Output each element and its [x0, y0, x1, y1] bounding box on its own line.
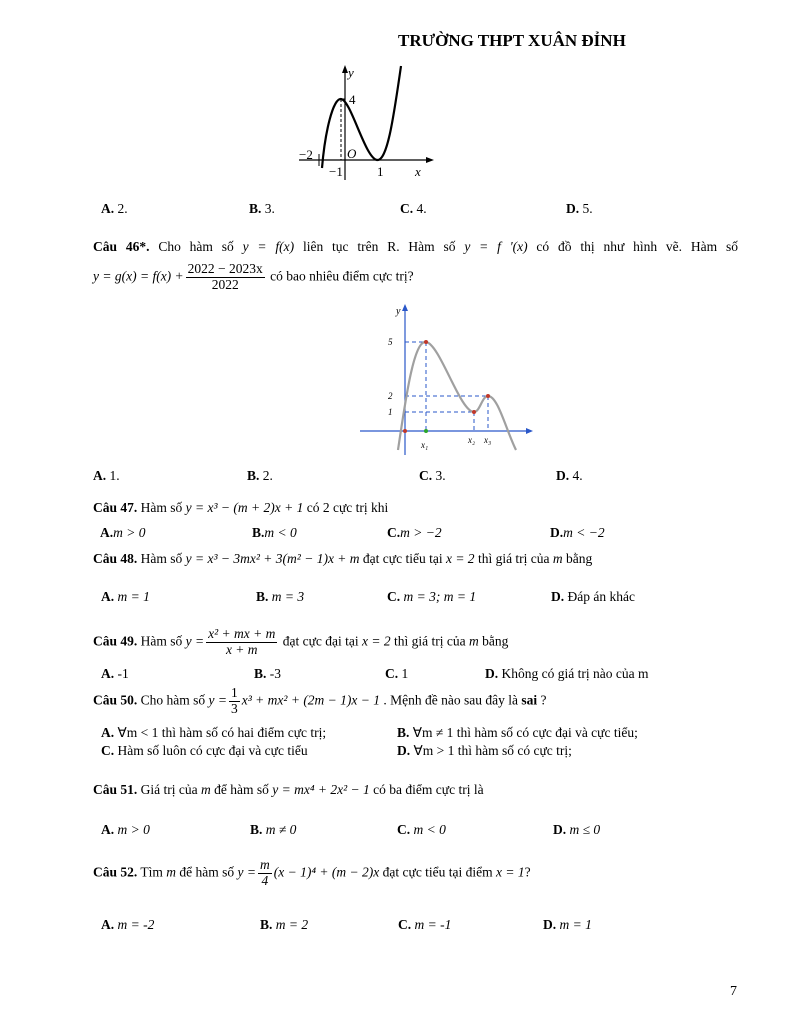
graph1-y-label: y — [348, 65, 354, 80]
q51-option-b: B. m ≠ 0 — [250, 822, 297, 837]
q47-option-c: C.m > −2 — [387, 525, 442, 540]
q46-stem: Câu 46*. Cho hàm số y = f(x) liên tục trên R. Hàm số y = f '(x) có đồ thị như hình vẽ. Hàm số — [93, 239, 738, 254]
q52-option-c: C. m = -1 — [398, 917, 452, 932]
graph1-label-m1: −1 — [329, 164, 343, 179]
q45-option-d: D. 5. — [566, 201, 593, 216]
graph1-x-label: x — [415, 164, 421, 179]
graph-f-cubic — [295, 62, 435, 184]
q46-option-c: C. 3. — [419, 468, 446, 483]
q48-option-a: A. m = 1 — [101, 589, 150, 604]
q52-option-b: B. m = 2 — [260, 917, 309, 932]
graph2-label-x1: x₁ — [421, 440, 429, 450]
graph2-label-5: 5 — [388, 337, 393, 347]
q49-option-d: D. Không có giá trị nào của m — [485, 666, 649, 681]
q50-option-c: C. Hàm số luôn có cực đại và cực tiểu — [101, 743, 308, 758]
q49-option-a: A. -1 — [101, 666, 129, 681]
q52-stem: Câu 52. Tìm m để hàm số y = $\frac{m}{4}$ (x − 1)⁴ + (m − 2)x đạt cực tiểu tại điểm x = 1? — [93, 857, 531, 888]
page-number: 7 — [730, 984, 737, 999]
q48-option-b: B. m = 3 — [256, 589, 305, 604]
q46-stem-line2: y = g(x) = f(x) + $\frac{2022 - 2023x}{2022}$ có bao nhiêu điểm cực trị? — [93, 261, 414, 292]
q51-option-c: C. m < 0 — [397, 822, 446, 837]
q47-option-d: D.m < −2 — [550, 525, 605, 540]
q47-option-b: B.m < 0 — [252, 525, 297, 540]
graph1-origin-label: O — [347, 146, 357, 161]
q52-option-d: D. m = 1 — [543, 917, 592, 932]
graph2-label-x2: x₂ — [468, 435, 476, 445]
q47-stem: Câu 47. Hàm số y = x³ − (m + 2)x + 1 có 2 cực trị khi — [93, 500, 389, 515]
q45-option-b: B. 3. — [249, 201, 275, 216]
q48-option-d: D. Đáp án khác — [551, 589, 635, 604]
q49-stem: Câu 49. Hàm số y = $\frac{\text{x² + mx + m}}{x + m}$ đạt cực đại tại x = 2 thì giá trị của m bằng — [93, 626, 509, 657]
q52-option-a: A. m = -2 — [101, 917, 155, 932]
q50-option-b: B. ∀m ≠ 1 thì hàm số có cực đại và cực tiểu; — [397, 725, 638, 740]
q51-stem: Câu 51. Giá trị của m để hàm số y = mx⁴ + 2x² − 1 có ba điểm cực trị là — [93, 782, 484, 797]
page-header: TRƯỜNG THPT XUÂN ĐỈNH — [398, 31, 626, 50]
q48-option-c: C. m = 3; m = 1 — [387, 589, 477, 604]
graph2-label-2: 2 — [388, 391, 393, 401]
q51-option-a: A. m > 0 — [101, 822, 150, 837]
graph-derivative — [358, 300, 538, 460]
q49-option-c: C. 1 — [385, 666, 409, 681]
graph1-label-1: 1 — [377, 164, 384, 179]
q49-option-b: B. -3 — [254, 666, 282, 681]
q45-option-c: C. 4. — [400, 201, 427, 216]
graph2-label-x3: x₃ — [484, 435, 492, 445]
graph2-label-1: 1 — [388, 407, 393, 417]
q48-stem: Câu 48. Hàm số y = x³ − 3mx² + 3(m² − 1)x + m đạt cực tiểu tại x = 2 thì giá trị của m bằng — [93, 551, 593, 566]
graph2-y-label: y — [396, 306, 401, 317]
q46-option-b: B. 2. — [247, 468, 273, 483]
q51-option-d: D. m ≤ 0 — [553, 822, 601, 837]
q47-option-a: A.m > 0 — [100, 525, 146, 540]
q50-option-d: D. ∀m > 1 thì hàm số có cực trị; — [397, 743, 572, 758]
graph1-label-4: 4 — [349, 92, 356, 107]
q45-option-a: A. 2. — [101, 201, 128, 216]
q50-stem: Câu 50. Cho hàm số y = $\frac{1}{3}$ x³ + mx² + (2m − 1)x − 1 . Mệnh đề nào sau đây là sai ? — [93, 685, 547, 716]
q46-option-d: D. 4. — [556, 468, 583, 483]
q50-option-a: A. ∀m < 1 thì hàm số có hai điểm cực trị; — [101, 725, 327, 740]
q46-option-a: A. 1. — [93, 468, 120, 483]
graph1-label-m2: −2 — [299, 147, 313, 162]
